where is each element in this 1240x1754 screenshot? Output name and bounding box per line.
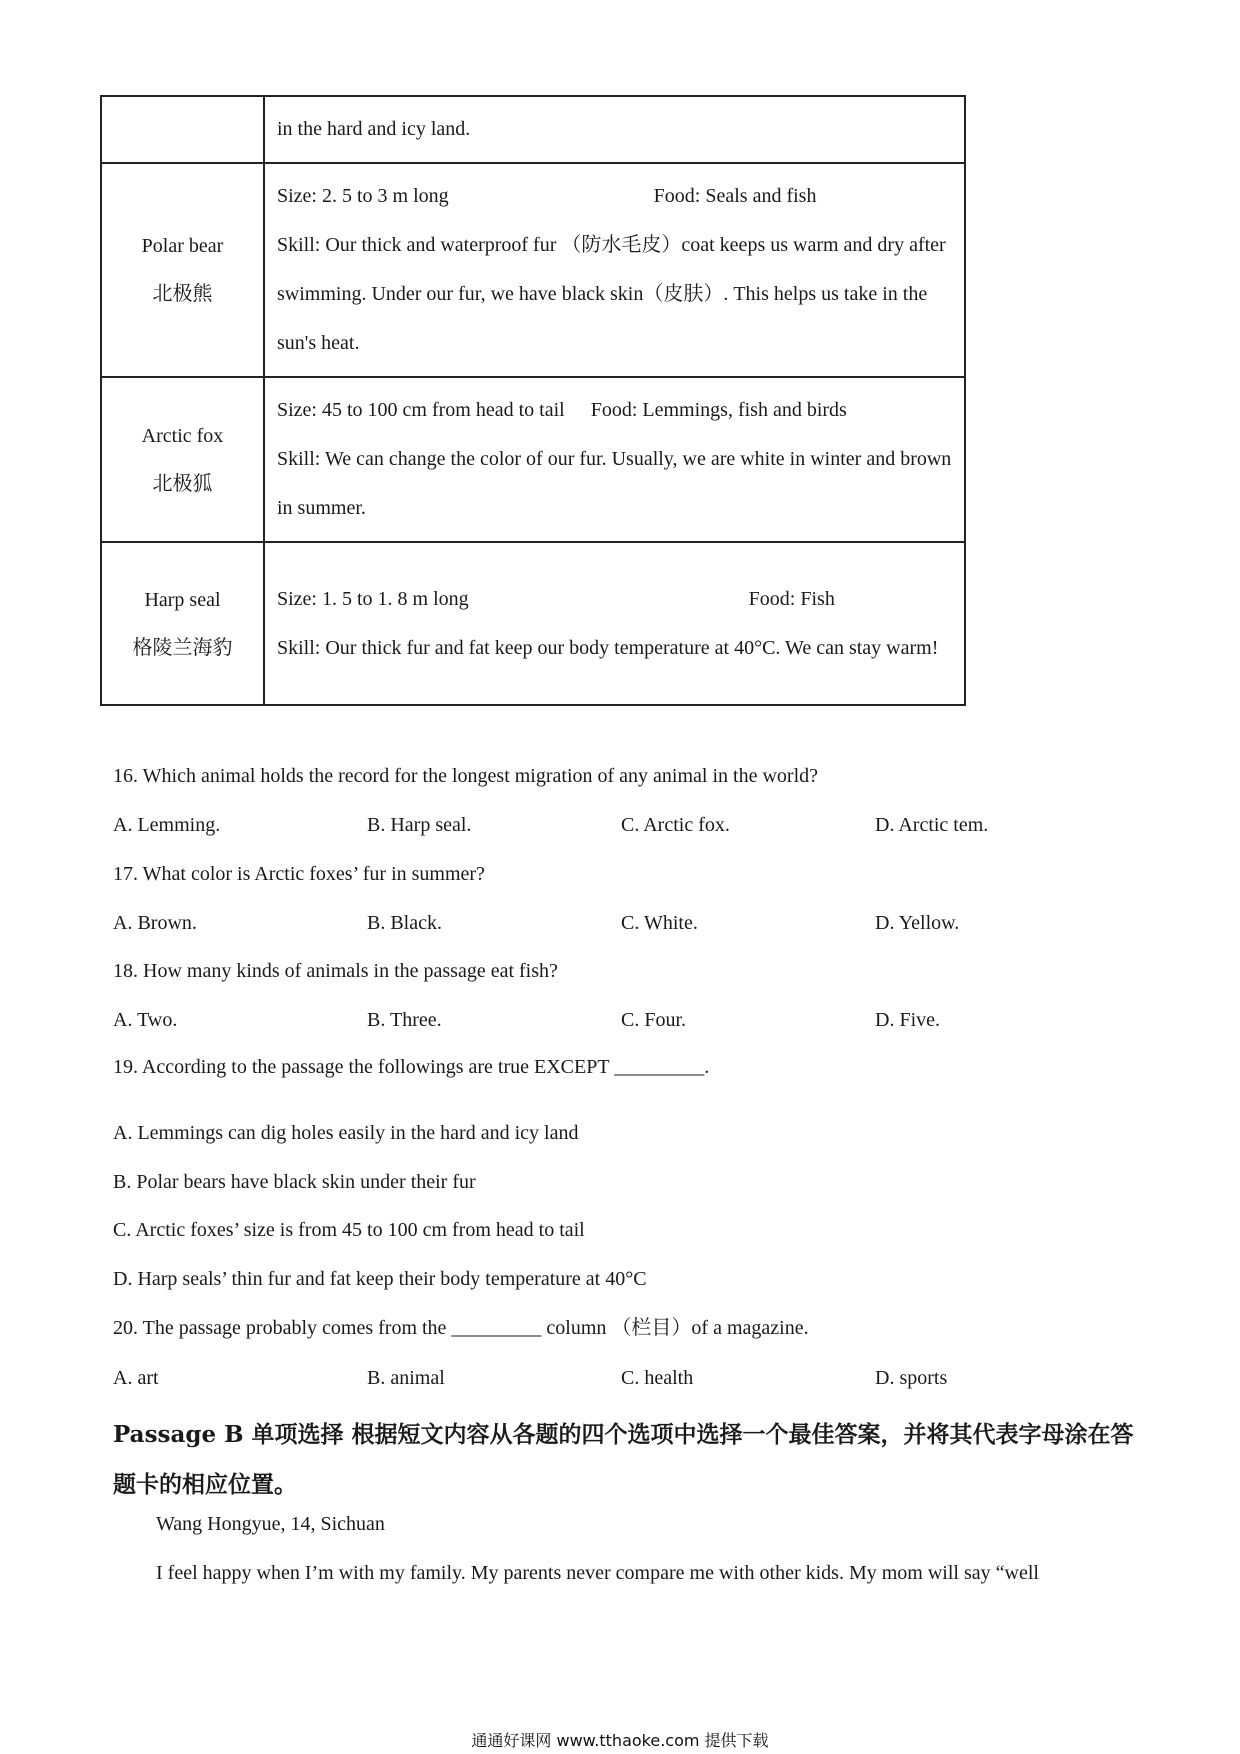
option-d: D. Yellow. bbox=[875, 912, 960, 934]
option-b: B. Harp seal. bbox=[367, 814, 472, 836]
skill-text: Skill: We can change the color of our fur. Usually, we are white in winter and brown in summer. bbox=[277, 448, 952, 519]
passage-b-text: I feel happy when I’m with my family. My parents never compare me with other kids. My mom will say “well bbox=[156, 1562, 1039, 1584]
passage-b-author: Wang Hongyue, 14, Sichuan bbox=[156, 1513, 385, 1535]
question-stem: 19. According to the passage the followings are true EXCEPT _________. bbox=[113, 1056, 710, 1078]
page-footer: 通通好课网 www.tthaoke.com 提供下载 bbox=[471, 1731, 769, 1750]
option-c: C. Arctic foxes’ size is from 45 to 100 cm from head to tail bbox=[113, 1219, 585, 1241]
animal-name-zh: 北极狐 bbox=[152, 472, 213, 495]
size-text: Size: 45 to 100 cm from head to tail bbox=[277, 399, 565, 421]
animal-name-zh: 格陵兰海豹 bbox=[132, 636, 233, 659]
table-row-harp-seal bbox=[101, 542, 965, 705]
question-stem: 18. How many kinds of animals in the passage eat fish? bbox=[113, 960, 558, 982]
table-row-polar-bear bbox=[101, 163, 965, 377]
animal-name-en: Harp seal bbox=[144, 588, 221, 611]
animal-name-en: Arctic fox bbox=[141, 424, 224, 447]
option-c: C. Arctic fox. bbox=[621, 814, 730, 836]
question-stem: 16. Which animal holds the record for the longest migration of any animal in the world? bbox=[113, 765, 818, 787]
option-c: C. health bbox=[621, 1367, 694, 1389]
animal-name-cell bbox=[101, 542, 264, 705]
option-a: A. Lemming. bbox=[113, 814, 221, 836]
option-c: C. Four. bbox=[621, 1009, 687, 1031]
size-food-line bbox=[277, 386, 952, 435]
food-text: Food: Seals and fish bbox=[653, 185, 817, 207]
animal-info-cell bbox=[264, 542, 965, 705]
option-d: D. Arctic tem. bbox=[875, 814, 989, 836]
options-row bbox=[113, 1364, 1123, 1392]
skill-text: Skill: Our thick fur and fat keep our body temperature at 40°C. We can stay warm! bbox=[277, 636, 939, 659]
option-d: D. Five. bbox=[875, 1009, 940, 1031]
food-text: Food: Fish bbox=[748, 587, 835, 610]
option-d: D. sports bbox=[875, 1367, 948, 1389]
option-a: A. art bbox=[113, 1367, 159, 1389]
question-stem: 20. The passage probably comes from the _________ column （栏目）of a magazine. bbox=[113, 1317, 809, 1339]
info-text: in the hard and icy land. bbox=[277, 118, 471, 140]
animal-info-cell bbox=[264, 377, 965, 542]
options-row bbox=[113, 811, 1123, 839]
options-row bbox=[113, 909, 1123, 937]
option-a: A. Brown. bbox=[113, 912, 197, 934]
option-b: B. Polar bears have black skin under their fur bbox=[113, 1171, 476, 1193]
option-b: B. Three. bbox=[367, 1009, 442, 1031]
animal-name-en: Polar bear bbox=[141, 235, 224, 257]
animal-info-cell bbox=[264, 163, 965, 377]
food-text: Food: Lemmings, fish and birds bbox=[590, 399, 847, 421]
option-b: B. animal bbox=[367, 1367, 445, 1389]
table-row-arctic-fox bbox=[101, 377, 965, 542]
option-c: C. White. bbox=[621, 912, 698, 934]
size-text: Size: 1. 5 to 1. 8 m long bbox=[277, 587, 469, 610]
animal-info-cell bbox=[264, 96, 965, 163]
option-d: D. Harp seals’ thin fur and fat keep their body temperature at 40°C bbox=[113, 1268, 647, 1290]
option-a: A. Lemmings can dig holes easily in the hard and icy land bbox=[113, 1122, 579, 1144]
option-a: A. Two. bbox=[113, 1009, 178, 1031]
animal-name-cell bbox=[101, 163, 264, 377]
skill-text: Skill: Our thick and waterproof fur （防水毛皮）coat keeps us warm and dry after swimming. Under our fur, we have black skin（皮肤）. This helps us take in the sun's heat. bbox=[277, 234, 946, 354]
question-stem: 17. What color is Arctic foxes’ fur in summer? bbox=[113, 863, 485, 885]
animal-name-cell bbox=[101, 377, 264, 542]
size-food-line bbox=[277, 575, 952, 624]
passage-b-heading: Passage B 单项选择 根据短文内容从各题的四个选项中选择一个最佳答案，并将其代表字母涂在答题卡的相应位置。 bbox=[113, 1421, 1134, 1498]
animal-name-cell bbox=[101, 96, 264, 163]
option-b: B. Black. bbox=[367, 912, 442, 934]
animal-info-table bbox=[100, 95, 966, 706]
size-text: Size: 2. 5 to 3 m long bbox=[277, 185, 449, 207]
table-row-lemming-continued bbox=[101, 96, 965, 163]
options-row bbox=[113, 1006, 1123, 1034]
size-food-line bbox=[277, 172, 952, 221]
animal-name-zh: 北极熊 bbox=[152, 283, 213, 305]
